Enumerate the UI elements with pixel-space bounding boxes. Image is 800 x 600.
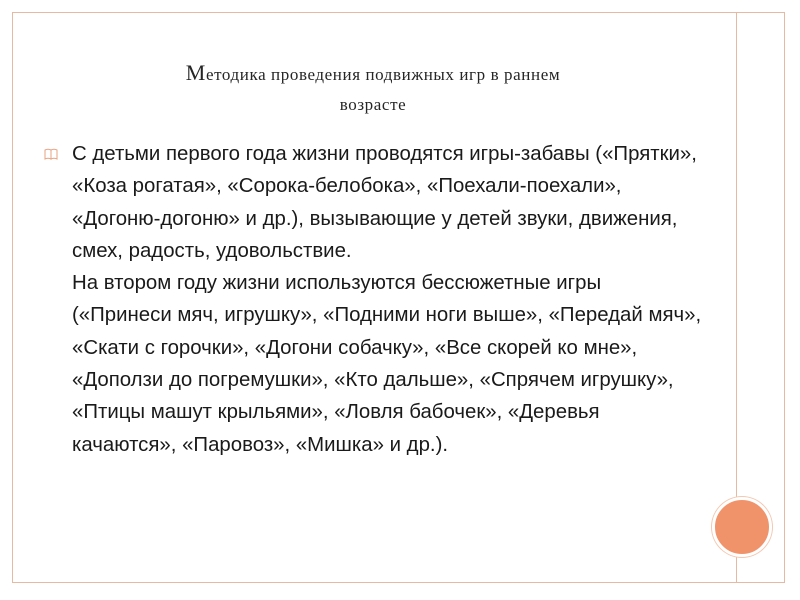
title-line-2: возрасте — [339, 95, 407, 114]
slide-body — [44, 138, 704, 461]
title-line-1: етодика проведения подвижных игр в раннем — [205, 65, 561, 84]
open-book-bullet-icon — [44, 147, 58, 161]
title-initial-letter: М — [185, 60, 206, 85]
slide-title — [40, 58, 706, 120]
paragraph-first-year: С детьми первого года жизни проводятся игры-забавы («Прятки», «Коза рогатая», «Сорока-белобока», «Поехали-поехали», «Догоню-догоню» и др.), вызывающие у детей звуки, движения, смех, радость, удовольствие. — [72, 143, 697, 262]
paragraph-second-year: На втором году жизни используются бессюжетные игры («Принеси мяч, игрушку», «Подними ноги выше», «Передай мяч», «Скати с горочки», «Догони собачку», «Все скорей ко мне», «Доползи до погремушки», «Кто дальше», «Спрячем игрушку», «Птицы машут крыльями», «Ловля бабочек», «Деревья качаются», «Паровоз», «Мишка» и др.). — [72, 272, 702, 456]
decorative-circle — [712, 497, 772, 557]
bullet-item — [44, 138, 704, 461]
